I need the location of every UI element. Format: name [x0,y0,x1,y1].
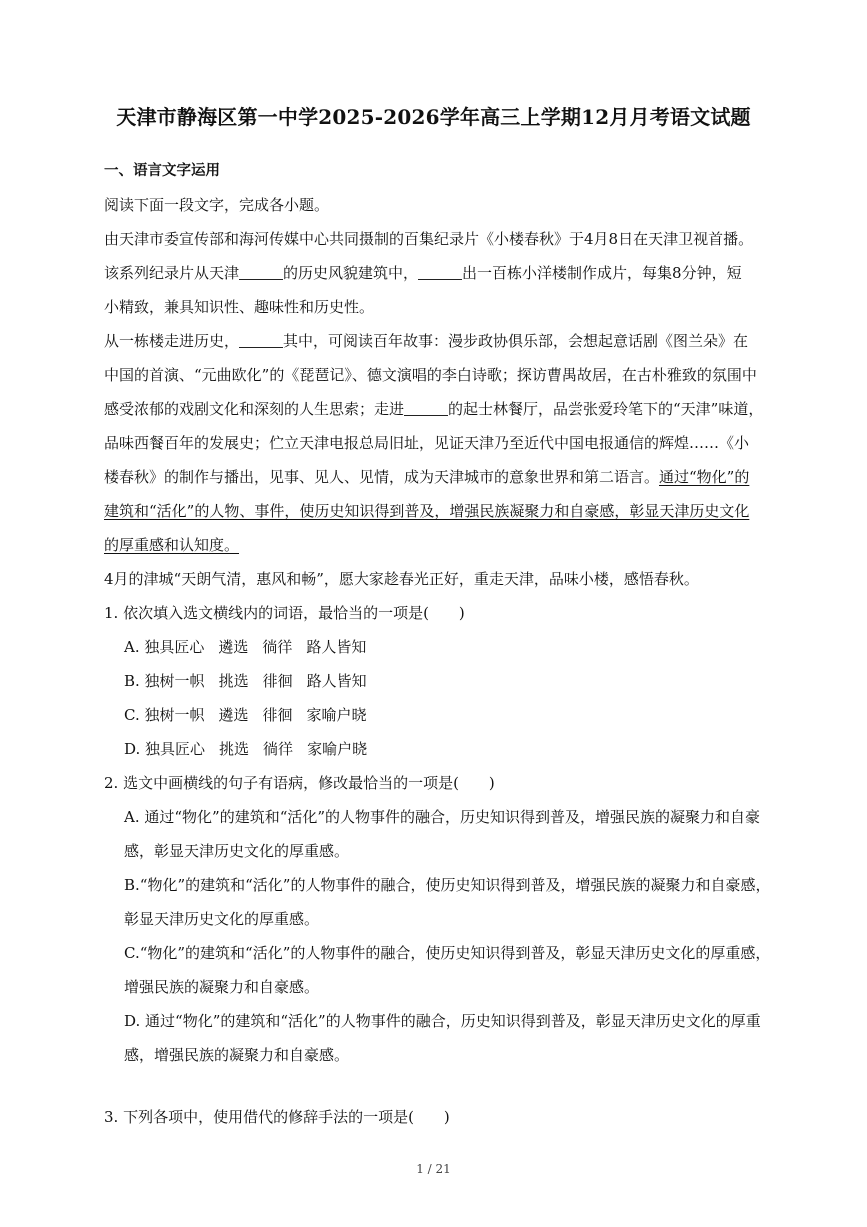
passage-text: 楼春秋》的制作与播出，见事、见人、见情，成为天津城市的意象世界和第二语言。 [104,468,660,486]
instruction-text: 阅读下面一段文字，完成各小题。 [104,196,330,214]
passage-line: 由天津市委宣传部和海河传媒中心共同摄制的百集纪录片《小楼春秋》于4月8日在天津卫视首播。 [104,230,754,248]
option-text: 徜徉 [262,638,293,656]
option-text: B. 独树一帜 [124,672,205,690]
q1-option-c [124,704,381,725]
q1-option-d [124,738,381,759]
fill-blank [239,332,283,348]
passage-text: 该系列纪录片从天津 [104,264,240,282]
passage-line: 品味西餐百年的发展史；伫立天津电报总局旧址，见证天津乃至近代中国电报通信的辉煌……《小 [104,434,750,452]
option-text: 挑选 [219,740,250,758]
q2-option-c: C.“物化”的建筑和“活化”的人物事件的融合，使历史知识得到普及，彰显天津历史文化的厚重感， [124,944,771,962]
q2-option-b: B.“物化”的建筑和“活化”的人物事件的融合，使历史知识得到普及，增强民族的凝聚力和自豪感， [124,876,771,894]
passage-line [104,398,763,419]
underlined-sentence: 通过“物化”的 [659,468,750,486]
page-number: 1 / 21 [416,1162,451,1176]
q2-option-d-cont: 感，增强民族的凝聚力和自豪感。 [124,1046,350,1064]
option-text: 路人皆知 [306,672,367,690]
passage-line: 小精致，兼具知识性、趣味性和历史性。 [104,298,375,316]
passage-text: 从一栋楼走进历史， [104,332,240,350]
option-text: 遴选 [218,638,249,656]
q1-option-a [124,636,380,657]
passage-text: 的历史风貌建筑中， [283,264,419,282]
fill-blank [404,400,448,416]
q2-option-a-cont: 感，彰显天津历史文化的厚重感。 [124,842,350,860]
q2-option-a: A. 通过“物化”的建筑和“活化”的人物事件的融合，历史知识得到普及，增强民族的凝聚力和自豪 [124,808,761,826]
q2-option-c-cont: 增强民族的凝聚力和自豪感。 [124,978,320,996]
option-text: 家喻户晓 [307,740,368,758]
q2-option-d: D. 通过“物化”的建筑和“活化”的人物事件的融合，历史知识得到普及，彰显天津历史文化的厚重 [124,1012,761,1030]
q2-option-b-cont: 彰显天津历史文化的厚重感。 [124,910,320,928]
passage-line [104,262,742,283]
section-heading: 一、语言文字运用 [104,162,220,179]
option-text: 徘徊 [262,706,293,724]
fill-blank [239,264,283,280]
question-1-stem: 1. 依次填入选文横线内的词语，最恰当的一项是( ) [104,604,465,622]
option-text: D. 独具匠心 [124,740,206,758]
passage-text: 其中，可阅读百年故事：漫步政协俱乐部，会想起意话剧《图兰朵》在 [283,332,749,350]
passage-line [104,330,748,351]
passage-text: 出一百栋小洋楼制作成片，每集8分钟，短 [462,264,742,282]
option-text: 路人皆知 [306,638,367,656]
option-text: C. 独树一帜 [124,706,205,724]
option-text: 徘徊 [262,672,293,690]
option-text: 徜徉 [263,740,294,758]
question-3-stem: 3. 下列各项中，使用借代的修辞手法的一项是( ) [104,1108,450,1126]
passage-line [104,466,749,487]
question-2-stem: 2. 选文中画横线的句子有语病，修改最恰当的一项是( ) [104,774,495,792]
page-title: 天津市静海区第一中学2025-2026学年高三上学期12月月考语文试题 [116,105,751,129]
passage-text: 的起士林餐厅，品尝张爱玲笔下的“天津”味道， [448,400,764,418]
option-text: 挑选 [218,672,249,690]
passage-line: 中国的首演、“元曲欧化”的《琵琶记》、德文演唱的李白诗歌；探访曹禺故居，在古朴雅致的氛围中 [104,366,757,384]
option-text: 遴选 [218,706,249,724]
fill-blank [418,264,462,280]
underlined-sentence: 建筑和“活化”的人物、事件，使历史知识得到普及，增强民族凝聚力和自豪感，彰显天津历史文化 [104,502,750,520]
option-text: 家喻户晓 [306,706,367,724]
underlined-sentence: 的厚重感和认知度。 [104,536,240,554]
option-text: A. 独具匠心 [124,638,205,656]
q1-option-b [124,670,381,691]
passage-line: 4月的津城“天朗气清，惠风和畅”，愿大家趁春光正好，重走天津，品味小楼，感悟春秋。 [104,570,699,588]
passage-text: 感受浓郁的戏剧文化和深刻的人生思索；走进 [104,400,405,418]
